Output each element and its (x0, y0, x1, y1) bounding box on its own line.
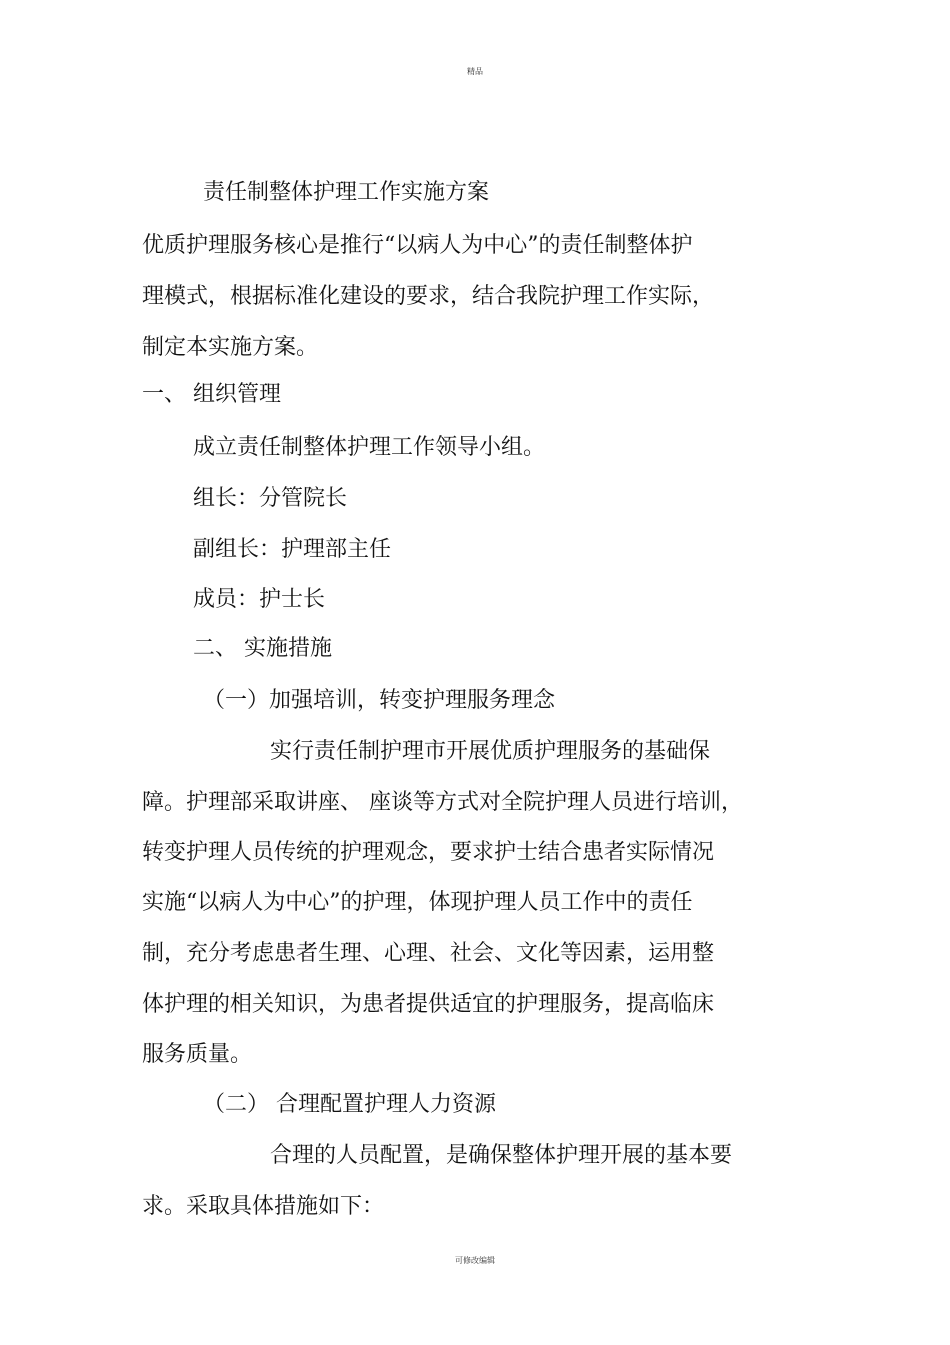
section-heading: 二、 实施措施 (193, 636, 332, 661)
paragraph-line: 障。护理部采取讲座、 座谈等方式对全院护理人员进行培训， (142, 790, 743, 815)
paragraph-line: 成立责任制整体护理工作领导小组。 (193, 435, 546, 460)
page-footer: 可修改编辑 (455, 1256, 495, 1265)
paragraph-line: 服务质量。 (142, 1042, 253, 1067)
section-heading: 一、 组织管理 (142, 382, 281, 407)
paragraph-line: 组长：分管院长 (193, 486, 348, 511)
paragraph-line: 转变护理人员传统的护理观念，要求护士结合患者实际情况 (142, 840, 715, 865)
paragraph-line: 体护理的相关知识，为患者提供适宜的护理服务，提高临床 (142, 992, 715, 1017)
intro-line: 优质护理服务核心是推行“以病人为中心”的责任制整体护 (142, 233, 693, 258)
intro-line: 理模式，根据标准化建设的要求，结合我院护理工作实际， (142, 284, 715, 309)
paragraph-line: 成员：护士长 (193, 587, 326, 612)
paragraph-line: 合理的人员配置，是确保整体护理开展的基本要 (270, 1143, 733, 1168)
intro-line: 制定本实施方案。 (142, 335, 319, 360)
document-title: 责任制整体护理工作实施方案 (203, 180, 490, 205)
paragraph-line: 求。采取具体措施如下： (142, 1194, 385, 1219)
subsection-heading: （二） 合理配置护理人力资源 (203, 1092, 496, 1117)
paragraph-line: 实施“以病人为中心”的护理，体现护理人员工作中的责任 (142, 890, 693, 915)
paragraph-line: 制，充分考虑患者生理、心理、社会、文化等因素，运用整 (142, 941, 715, 966)
paragraph-line: 副组长：护理部主任 (193, 537, 392, 562)
subsection-heading: （一）加强培训，转变护理服务理念 (203, 688, 556, 713)
page-header: 精品 (467, 67, 483, 76)
paragraph-line: 实行责任制护理市开展优质护理服务的基础保 (270, 739, 711, 764)
